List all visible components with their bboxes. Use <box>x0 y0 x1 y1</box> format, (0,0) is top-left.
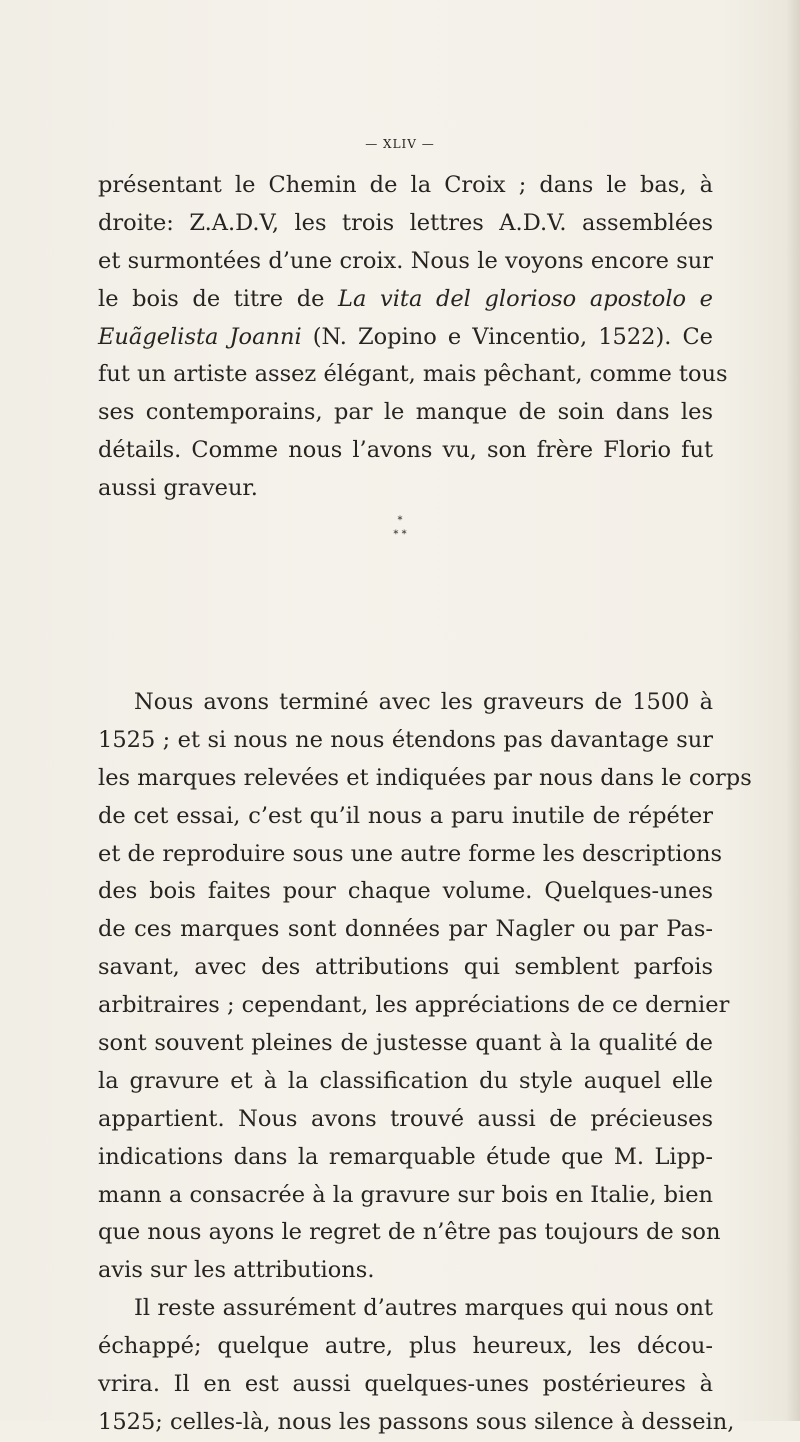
text-line: mann a consacrée à la gravure sur bois en Italie, bien <box>98 1181 714 1208</box>
text-line: que nous ayons le regret de n’être pas toujours de son <box>98 1219 721 1246</box>
asterism-top-star: * <box>397 515 403 526</box>
text-line: arbitraires ; cependant, les appréciations de ce dernier <box>98 992 730 1019</box>
text-line: droite: Z.A.D.V, les trois lettres A.D.V. assemblées <box>98 209 713 236</box>
asterism-bottom-stars: * * <box>393 529 407 540</box>
page-edge-shadow <box>786 0 800 1421</box>
text-line: 1525 ; et si nous ne nous étendons pas davantage sur <box>98 726 713 753</box>
text-line <box>98 281 713 319</box>
text-line: 1525; celles-là, nous les passons sous silence à dessein, <box>98 1408 735 1435</box>
page-number-header: — XLIV — <box>365 137 435 151</box>
text-line: ses contemporains, par le manque de soin dans les <box>98 399 713 426</box>
text-line: présentant le Chemin de la Croix ; dans le bas, à <box>98 172 713 198</box>
text-line: fut un artiste assez élégant, mais pêchant, comme tous <box>98 361 728 388</box>
text-line: des bois faites pour chaque volume. Quelques-unes <box>98 878 713 905</box>
text-line: et de reproduire sous une autre forme les descriptions <box>98 840 723 867</box>
text-line: aussi graveur. <box>98 475 258 502</box>
text-line: appartient. Nous avons trouvé aussi de précieuses <box>98 1105 713 1132</box>
text-line: vrira. Il en est aussi quelques-unes postérieures à <box>98 1371 713 1398</box>
paragraph-body <box>98 684 752 1442</box>
italic-title-text: La vita del glorioso apostolo e <box>338 285 713 312</box>
paragraph-continued <box>98 167 728 508</box>
text-line: indications dans la remarquable étude que M. Lipp- <box>98 1143 713 1170</box>
text-line: de ces marques sont données par Nagler ou par Pas- <box>98 916 713 943</box>
text-segment: le bois de titre de <box>98 285 339 312</box>
text-line: Nous avons terminé avec les graveurs de 1500 à <box>134 689 713 715</box>
text-line: et surmontées d’une croix. Nous le voyons encore sur <box>98 247 713 274</box>
text-segment: (N. Zopino e Vincentio, 1522). Ce <box>301 323 713 350</box>
text-line: détails. Comme nous l’avons vu, son frère Florio fut <box>98 437 713 464</box>
text-line: les marques relevées et indiquées par nous dans le corps <box>98 764 752 791</box>
italic-title-text: Euãgelista Joanni <box>98 323 302 350</box>
text-line: Il reste assurément d’autres marques qui nous ont <box>134 1295 713 1322</box>
text-line: échappé; quelque autre, plus heureux, les décou- <box>98 1333 713 1360</box>
text-line: avis sur les attributions. <box>98 1257 375 1284</box>
text-line: de cet essai, c’est qu’il nous a paru inutile de répéter <box>98 802 713 829</box>
asterism-divider <box>0 514 800 542</box>
text-line: la gravure et à la classification du style auquel elle <box>98 1067 713 1094</box>
text-line <box>98 319 713 357</box>
text-line: savant, avec des attributions qui semblent parfois <box>98 954 713 981</box>
text-line: sont souvent pleines de justesse quant à la qualité de <box>98 1030 713 1057</box>
